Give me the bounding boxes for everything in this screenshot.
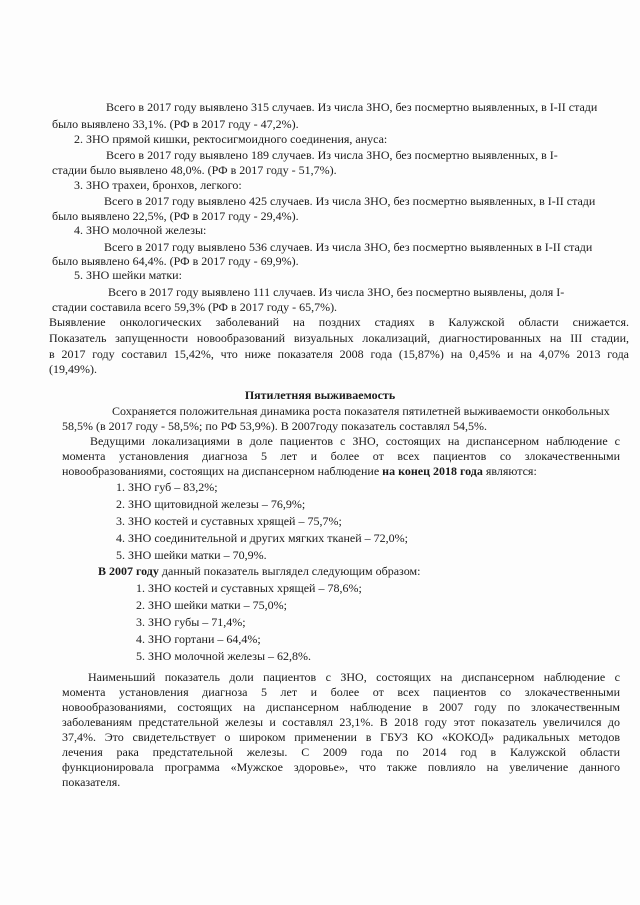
survival-p3-line-4: заболеваниям предстательной железы и составлял 23,1%. В 2018 году этот показатель увеличился до xyxy=(62,715,620,729)
item-2-heading: 2. ЗНО прямой кишки, ректосигмоидного соединения, ануса: xyxy=(74,132,388,146)
survival-p1-line-2: 58,5% (в 2017 году - 58,5%; по РФ 53,9%). В 2007году показатель составлял 54,5%. xyxy=(62,419,487,433)
list-2007-item-1: 1. ЗНО костей и суставных хрящей – 78,6%; xyxy=(136,581,362,595)
item-1-line-1: Всего в 2017 году выявлено 315 случаев. Из числа ЗНО, без посмертно выявленных, в I-II стади xyxy=(106,100,598,114)
year-2007-text: данный показатель выглядел следующим образом: xyxy=(161,564,421,578)
survival-p2-line-3 xyxy=(62,464,537,478)
item-5-heading: 5. ЗНО шейки матки: xyxy=(74,268,182,282)
survival-p1-line-1: Сохраняется положительная динамика роста показателя пятилетней выживаемости онкобольных xyxy=(112,404,610,418)
late-detection-line-1: Выявление онкологических заболеваний на поздних стадиях в Калужской области снижается. xyxy=(49,315,629,329)
item-3-line-1: Всего в 2017 году выявлено 425 случаев. Из числа ЗНО, без посмертно выявленных, в I-II стади xyxy=(104,194,596,208)
survival-p3-line-8: показателя. xyxy=(62,775,121,789)
list-2007-item-2: 2. ЗНО шейки матки – 75,0%; xyxy=(136,598,287,612)
list-2018-item-4: 4. ЗНО соединительной и других мягких тканей – 72,0%; xyxy=(116,531,408,545)
year-2007-bold: В 2007 году xyxy=(98,564,159,578)
item-4-line-1: Всего в 2017 году выявлено 536 случаев. Из числа ЗНО, без посмертно выявленных в I-II стади xyxy=(104,240,593,254)
survival-p3-line-3: новообразованиями, состоящих на диспансерном наблюдение в 2007 году по злокачественным xyxy=(62,700,620,714)
item-4-line-2: было выявлено 64,4%. (РФ в 2017 году - 69,9%). xyxy=(52,254,299,268)
item-2-line-1: Всего в 2017 году выявлено 189 случаев. Из числа ЗНО, без посмертно выявленных, в I- xyxy=(106,148,558,162)
list-2018-item-2: 2. ЗНО щитовидной железы – 76,9%; xyxy=(116,497,306,511)
item-2-line-2: стадии было выявлено 48,0%. (РФ в 2017 году - 51,7%). xyxy=(52,163,337,177)
item-3-heading: 3. ЗНО трахеи, бронхов, легкого: xyxy=(74,178,242,192)
survival-p2-end: являются: xyxy=(485,464,537,478)
survival-p3-line-2: момента установления диагноза 5 лет и более от всех пациентов со злокачественными xyxy=(62,685,620,699)
list-2018-item-1: 1. ЗНО губ – 83,2%; xyxy=(116,480,218,494)
item-5-line-1: Всего в 2017 году выявлено 111 случаев. Из числа ЗНО, без посмертно выявлены, доля I- xyxy=(108,285,565,299)
late-detection-line-3: в 2017 году составил 15,42%, что ниже показателя 2008 года (15,87%) на 0,45% и на 4,07% 2013 года xyxy=(49,347,629,361)
survival-p2-bold: на конец 2018 года xyxy=(382,464,483,478)
survival-p3-line-5: 37,4%. Это свидетельствует о широком применении в ГБУЗ КО «КОКОД» радикальных методов xyxy=(62,730,620,744)
late-detection-line-4: (19,49%). xyxy=(49,362,97,376)
list-2018-item-3: 3. ЗНО костей и суставных хрящей – 75,7%; xyxy=(116,514,342,528)
item-5-line-2: стадии составила всего 59,3% (РФ в 2017 году - 65,7%). xyxy=(52,300,338,314)
survival-p3-line-7: функционировала программа «Мужское здоровье», что также повлияло на увеличение данного xyxy=(62,760,620,774)
survival-p2-line-2: момента установления диагноза 5 лет и более от всех пациентов со злокачественными xyxy=(62,449,620,463)
late-detection-line-2: Показатель запущенности новообразований визуальных локализаций, диагностированных на III стадии, xyxy=(49,331,629,345)
item-4-heading: 4. ЗНО молочной железы: xyxy=(74,223,207,237)
list-2007-item-3: 3. ЗНО губы – 71,4%; xyxy=(136,615,246,629)
list-2007-item-4: 4. ЗНО гортани – 64,4%; xyxy=(136,632,261,646)
list-2007-item-5: 5. ЗНО молочной железы – 62,8%. xyxy=(136,649,312,663)
survival-p2-text: новообразованиями, состоящих на диспансерном наблюдение xyxy=(62,464,380,478)
section-title: Пятилетняя выживаемость xyxy=(244,388,396,402)
survival-p3-line-1: Наименьший показатель доли пациентов с ЗНО, состоящих на диспансерном наблюдение с xyxy=(88,670,620,684)
item-3-line-2: было выявлено 22,5%, (РФ в 2017 году - 29,4%). xyxy=(52,209,299,223)
survival-p3-line-6: лечения рака предстательной железы. С 2009 года по 2014 год в Калужской области xyxy=(62,745,620,759)
item-1-line-2: было выявлено 33,1%. (РФ в 2017 году - 47,2%). xyxy=(52,117,299,131)
list-2018-item-5: 5. ЗНО шейки матки – 70,9%. xyxy=(116,548,267,562)
survival-p2-line-1: Ведущими локализациями в доле пациентов с ЗНО, состоящих на диспансерном наблюдение с xyxy=(90,434,620,448)
year-2007-intro xyxy=(98,564,420,578)
